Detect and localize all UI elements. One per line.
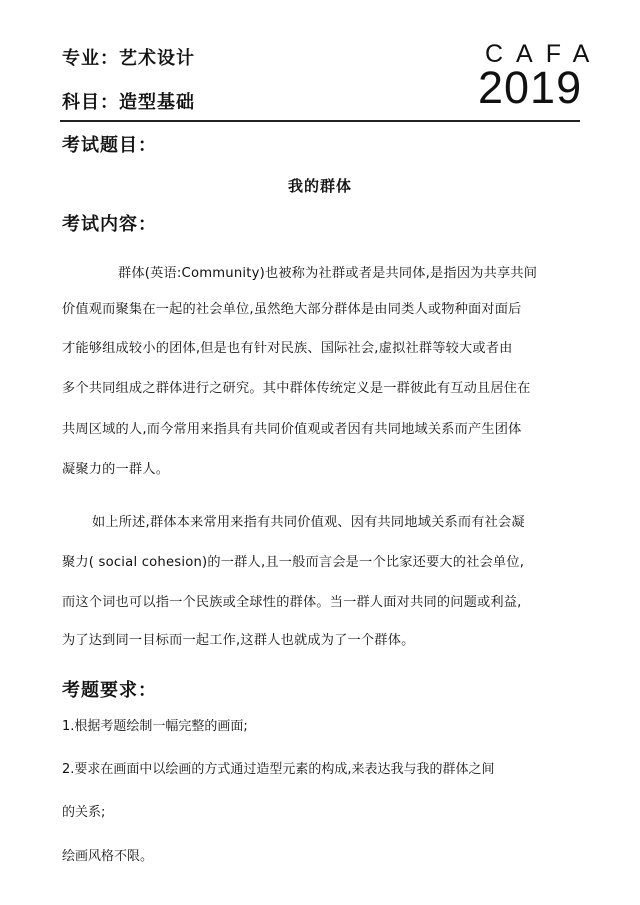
exam-topic-heading: 考试题目： [62, 135, 157, 156]
content-heading: 考试内容： [62, 214, 157, 235]
exam-title: 我的群体 [287, 177, 352, 195]
paragraph-line: 如上所述,群体本来常用来指有共同价值观、因有共同地域关系而有社会凝 [92, 515, 525, 530]
requirement-item: 2.要求在画面中以绘画的方式通过造型元素的构成,来表达我与我的群体之间 [62, 762, 495, 777]
requirement-item: 的关系; [62, 805, 106, 820]
requirement-item: 1.根据考题绘制一幅完整的画面; [62, 719, 248, 734]
subject-label: 科目：造型基础 [62, 92, 195, 113]
paragraph-line: 多个共同组成之群体进行之研究。其中群体传统定义是一群彼此有互动且居住在 [62, 381, 531, 396]
requirement-item: 绘画风格不限。 [62, 849, 154, 864]
requirements-heading: 考题要求： [62, 680, 157, 701]
paragraph-line: 为了达到同一目标而一起工作,这群人也就成为了一个群体。 [62, 633, 415, 648]
paragraph-line: 凝聚力的一群人。 [62, 462, 170, 477]
paragraph-line: 价值观而聚集在一起的社会单位,虽然绝大部分群体是由同类人或物种面对面后 [62, 302, 522, 317]
cafa-logo-year: 2019 [478, 62, 583, 113]
paragraph-line: 共周区域的人,而今常用来指具有共同价值观或者因有共同地域关系而产生团体 [62, 422, 522, 437]
cafa-logo-text: CAFA [485, 40, 603, 68]
header-divider [60, 120, 580, 122]
major-label: 专业：艺术设计 [62, 48, 195, 69]
paragraph-line: 聚力( social cohesion)的一群人,且一般而言会是一个比家还要大的社会单位, [62, 555, 525, 570]
paragraph-line: 才能够组成较小的团体,但是也有针对民族、国际社会,虚拟社群等较大或者由 [62, 341, 513, 356]
paragraph-line: 而这个词也可以指一个民族或全球性的群体。当一群人面对共同的问题或利益, [62, 595, 522, 610]
paragraph-line: 群体(英语:Community)也被称为社群或者是共同体,是指因为共享共间 [118, 266, 538, 281]
